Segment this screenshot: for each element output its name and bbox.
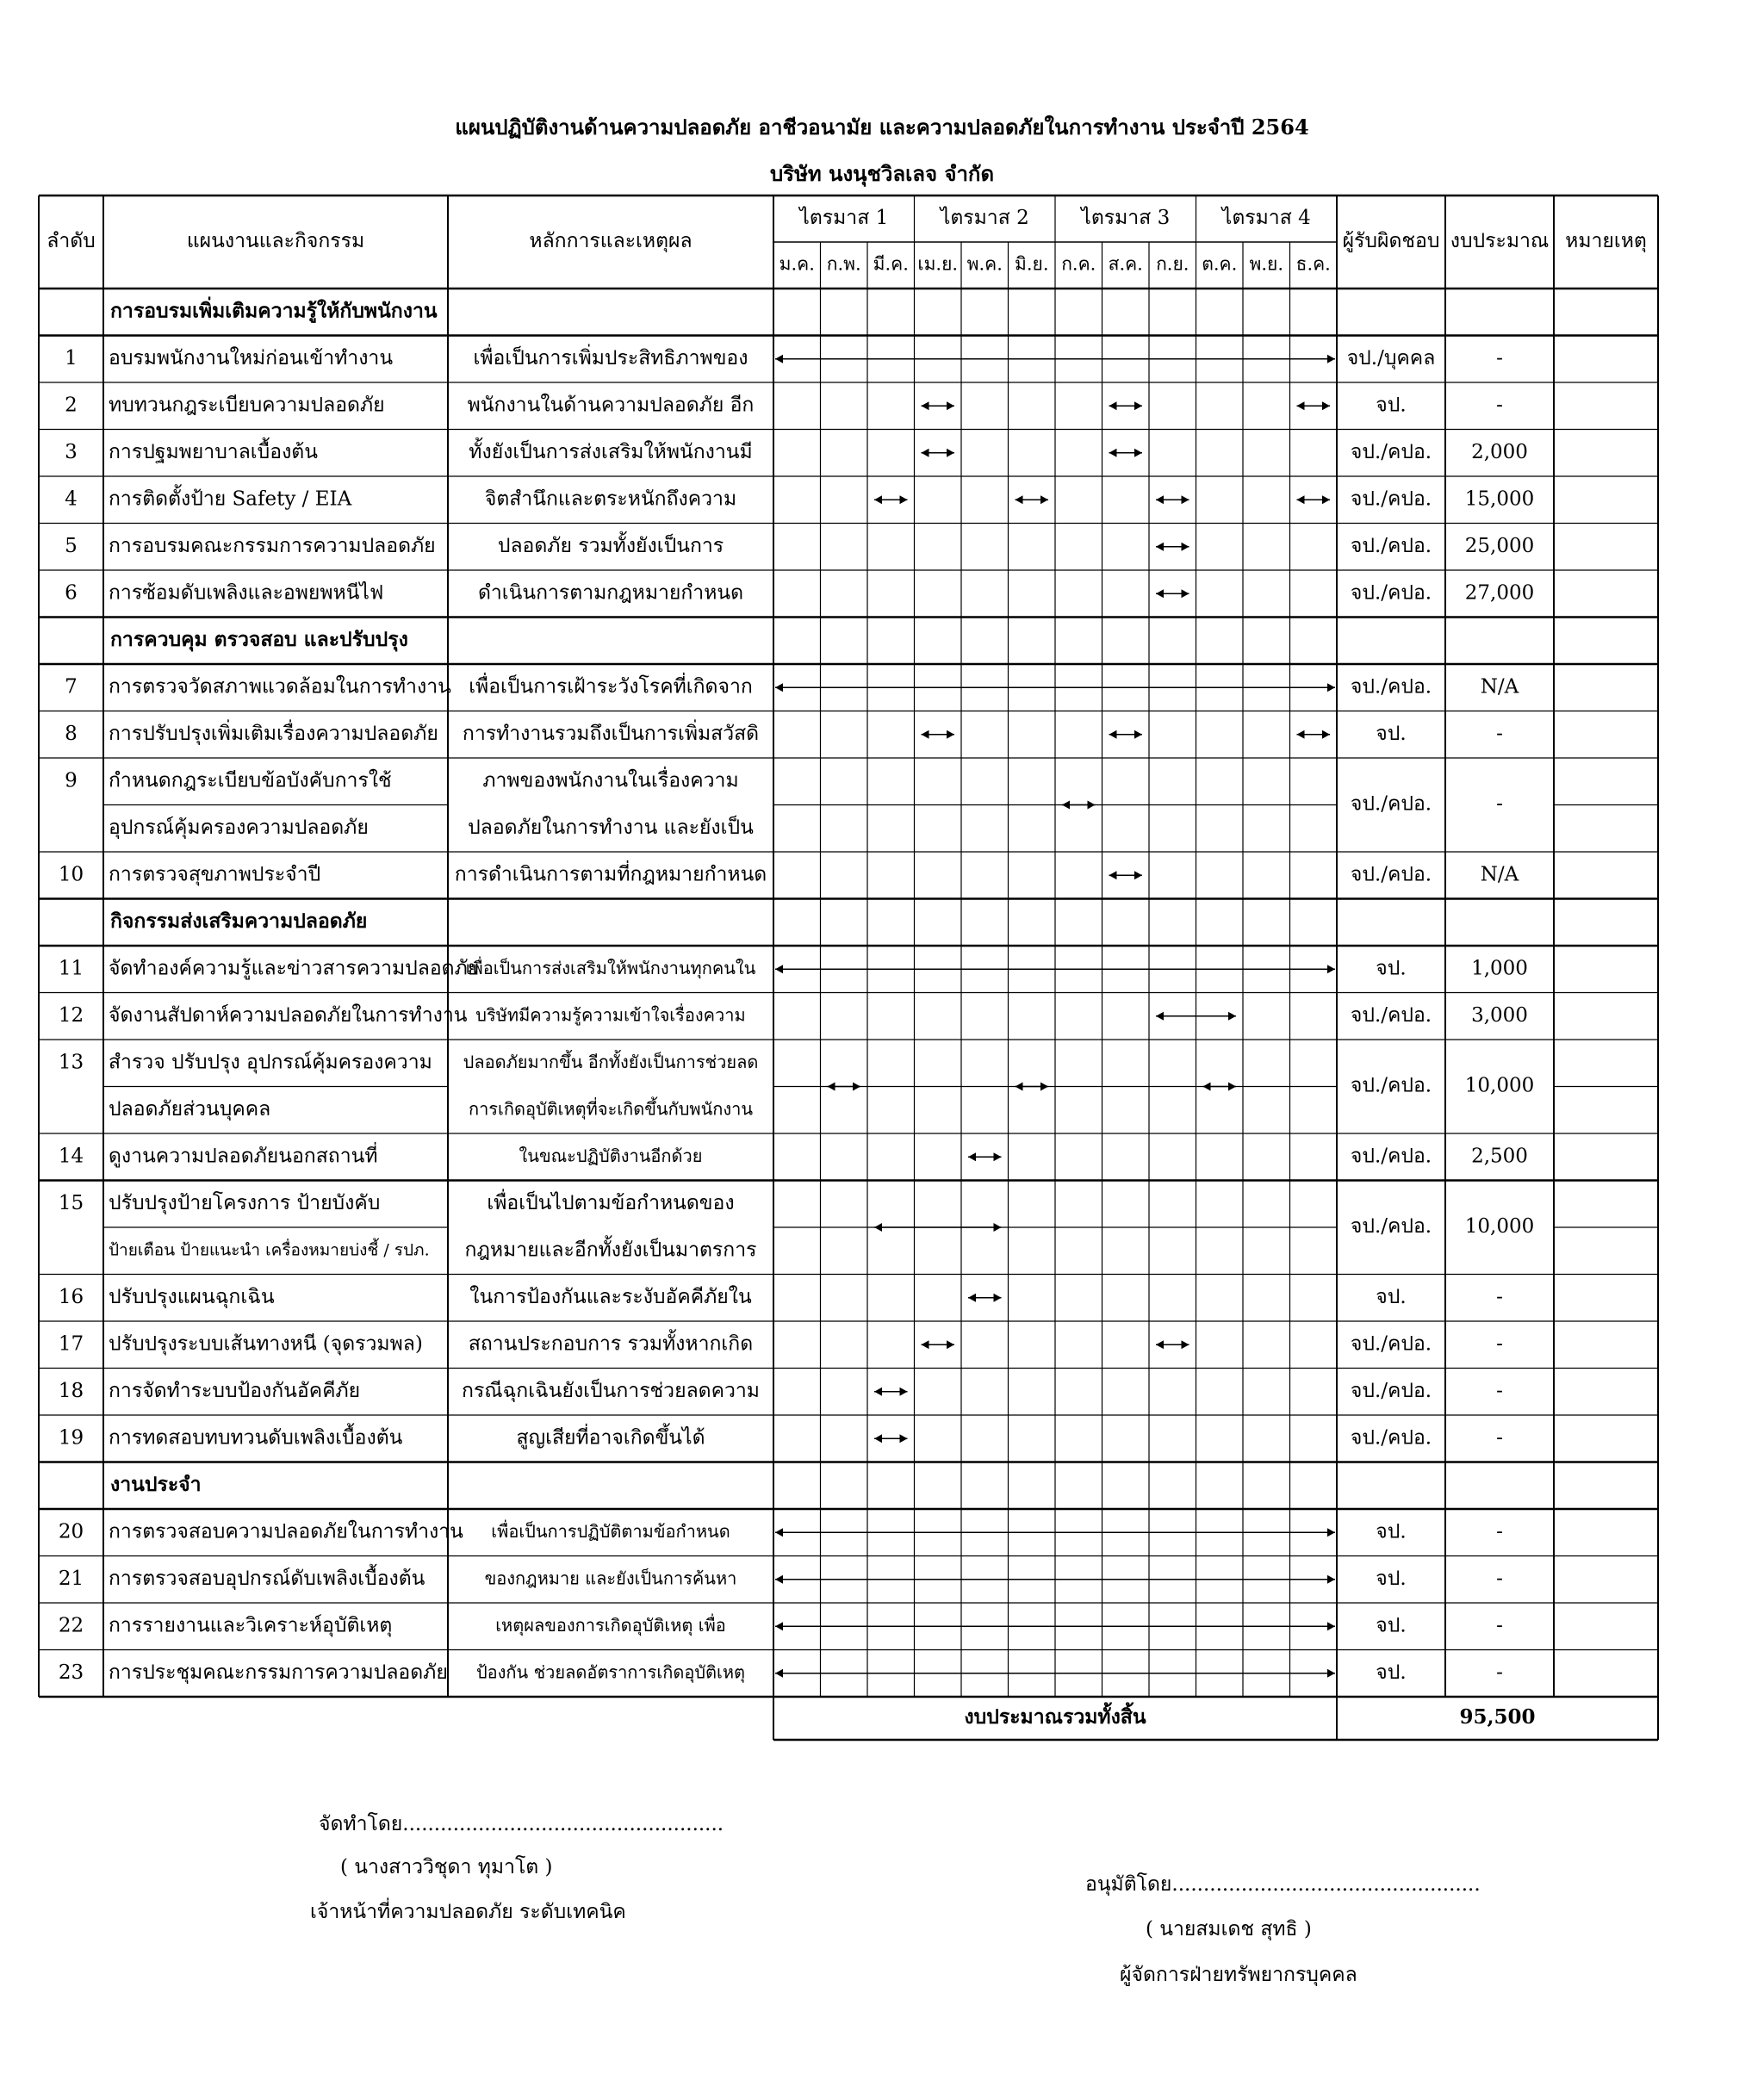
arrow-head xyxy=(947,449,954,457)
arrow-head xyxy=(1016,495,1023,504)
row-number: 4 xyxy=(65,487,78,511)
header-quarter: ไตรมาส 3 xyxy=(1081,207,1171,229)
reason-text: ปลอดภัย รวมทั้งยังเป็นการ xyxy=(497,534,724,557)
row-number: 19 xyxy=(58,1426,84,1450)
header-month: ก.ย. xyxy=(1156,253,1189,275)
arrow-head xyxy=(922,401,929,410)
owner-cell: จป./คปอ. xyxy=(1350,1215,1432,1238)
header-month: พ.ค. xyxy=(966,253,1003,275)
budget-cell: - xyxy=(1496,722,1503,745)
row-number: 13 xyxy=(58,1051,84,1074)
arrow-head xyxy=(1327,965,1335,973)
row-number: 17 xyxy=(58,1332,84,1356)
budget-cell: - xyxy=(1496,1332,1503,1356)
arrow-head xyxy=(1182,543,1189,551)
budget-cell: 2,000 xyxy=(1471,440,1528,463)
total-label: งบประมาณรวมทั้งสิ้น xyxy=(964,1705,1146,1729)
arrow-head xyxy=(1297,495,1305,504)
budget-cell: 3,000 xyxy=(1471,1003,1528,1027)
reason-text: กฎหมายและอีกทั้งยังเป็นมาตรการ xyxy=(464,1239,757,1262)
arrow-head xyxy=(1322,401,1330,410)
budget-cell: - xyxy=(1496,1426,1503,1450)
budget-cell: 15,000 xyxy=(1464,487,1535,511)
reason-text: เพื่อเป็นการเพิ่มประสิทธิภาพของ xyxy=(473,346,748,369)
owner-cell: จป./คปอ. xyxy=(1350,487,1432,511)
arrow-head xyxy=(874,495,882,504)
activity-label: จัดงานสัปดาห์ความปลอดภัยในการทำงาน xyxy=(109,1003,468,1027)
budget-cell: - xyxy=(1496,1661,1503,1684)
arrow-head xyxy=(853,1083,860,1091)
arrow-head xyxy=(775,1528,783,1537)
activity-label: การตรวจวัดสภาพแวดล้อมในการทำงาน xyxy=(109,675,451,699)
activity-label: จัดทำองค์ความรู้และข่าวสารความปลอดภัย xyxy=(109,957,480,980)
reason-text: เหตุผลของการเกิดอุบัติเหตุ เพื่อ xyxy=(495,1614,726,1636)
arrow-head xyxy=(1182,495,1189,504)
activity-label: การประชุมคณะกรรมการความปลอดภัย xyxy=(109,1661,448,1684)
arrow-head xyxy=(1327,1622,1335,1630)
header-month: มิ.ย. xyxy=(1015,253,1049,275)
document-title: แผนปฏิบัติงานด้านความปลอดภัย อาชีวอนามัย และความปลอดภัยในการทำงาน ประจำปี 2564 xyxy=(455,115,1309,140)
activity-label: ดูงานความปลอดภัยนอกสถานที่ xyxy=(109,1145,378,1168)
activity-label: ปรับปรุงป้ายโครงการ ป้ายบังคับ xyxy=(109,1191,381,1214)
arrow-head xyxy=(775,1622,783,1630)
arrow-head xyxy=(947,730,954,739)
header-quarter: ไตรมาส 2 xyxy=(940,207,1029,229)
arrow-head xyxy=(775,683,783,692)
header-note: หมายเหตุ xyxy=(1565,230,1647,252)
arrow-head xyxy=(1134,449,1142,457)
reason-text: ในการป้องกันและระงับอัคคีภัยใน xyxy=(469,1285,752,1308)
owner-cell: จป./คปอ. xyxy=(1350,1379,1432,1402)
arrow-head xyxy=(994,1152,1002,1161)
budget-cell: N/A xyxy=(1480,863,1519,886)
arrow-head xyxy=(1228,1012,1236,1021)
prepared-by-line: จัดทำโดย................................................... xyxy=(319,1813,724,1835)
approved-by-line: อนุมัติโดย................................................. xyxy=(1085,1873,1481,1896)
arrow-head xyxy=(828,1083,835,1091)
header-month: เม.ย. xyxy=(917,253,959,275)
arrow-head xyxy=(1016,1083,1023,1091)
reason-text: กรณีฉุกเฉินยังเป็นการช่วยลดความ xyxy=(462,1379,760,1402)
arrow-head xyxy=(1156,1012,1164,1021)
row-number: 9 xyxy=(65,769,78,792)
reason-text: พนักงานในด้านความปลอดภัย อีก xyxy=(467,394,755,417)
header-month: ต.ค. xyxy=(1202,253,1238,275)
owner-cell: จป. xyxy=(1376,1614,1407,1637)
arrow-head xyxy=(922,730,929,739)
header-month: ธ.ค. xyxy=(1295,253,1331,275)
row-number: 20 xyxy=(58,1520,84,1543)
row-number: 3 xyxy=(65,440,78,463)
company-name: บริษัท นงนุชวิลเลจ จำกัด xyxy=(769,161,995,186)
reason-text: เพื่อเป็นไปตามข้อกำหนดของ xyxy=(487,1191,735,1214)
row-number: 22 xyxy=(58,1614,84,1637)
owner-cell: จป./คปอ. xyxy=(1350,1074,1432,1097)
arrow-head xyxy=(874,1388,882,1396)
row-number: 1 xyxy=(65,346,78,369)
reason-text: สถานประกอบการ รวมทั้งหากเกิด xyxy=(468,1332,754,1356)
reason-text: การเกิดอุบัติเหตุที่จะเกิดขึ้นกับพนักงาน xyxy=(468,1098,754,1120)
budget-cell: 10,000 xyxy=(1464,1074,1535,1097)
arrow-head xyxy=(874,1434,882,1443)
reason-text: ดำเนินการตามกฎหมายกำหนด xyxy=(477,581,744,605)
arrow-head xyxy=(1156,495,1164,504)
header-budget: งบประมาณ xyxy=(1450,230,1550,252)
arrow-head xyxy=(1327,1669,1335,1678)
reason-text: ของกฎหมาย และยังเป็นการค้นหา xyxy=(484,1568,737,1589)
activity-label: กำหนดกฎระเบียบข้อบังคับการใช้ xyxy=(109,769,392,792)
row-number: 7 xyxy=(65,675,78,699)
reason-text: ทั้งยังเป็นการส่งเสริมให้พนักงานมี xyxy=(469,440,753,463)
row-number: 12 xyxy=(58,1003,84,1027)
owner-cell: จป./คปอ. xyxy=(1350,534,1432,557)
reason-text: ป้องกัน ช่วยลดอัตราการเกิดอุบัติเหตุ xyxy=(475,1661,746,1683)
budget-cell: - xyxy=(1496,1614,1503,1637)
section-title: งานประจำ xyxy=(110,1472,202,1496)
arrow-head xyxy=(775,355,783,363)
budget-cell: 10,000 xyxy=(1464,1215,1535,1238)
arrow-head xyxy=(1134,401,1142,410)
arrow-head xyxy=(1327,1528,1335,1537)
owner-cell: จป./คปอ. xyxy=(1350,581,1432,605)
prepared-by-name: ( นางสาววิชุดา ทุมาโต ) xyxy=(340,1856,553,1878)
row-number: 15 xyxy=(58,1191,84,1214)
budget-cell: - xyxy=(1496,1285,1503,1308)
header-no: ลำดับ xyxy=(47,230,96,252)
arrow-head xyxy=(1322,730,1330,739)
arrow-head xyxy=(947,401,954,410)
activity-label: การจัดทำระบบป้องกันอัคคีภัย xyxy=(109,1379,361,1402)
arrow-head xyxy=(1134,730,1142,739)
arrow-head xyxy=(922,1340,929,1349)
header-quarter: ไตรมาส 1 xyxy=(799,207,889,229)
owner-cell: จป./คปอ. xyxy=(1350,1332,1432,1356)
activity-label: การปฐมพยาบาลเบื้องต้น xyxy=(109,440,318,463)
arrow-head xyxy=(1228,1083,1236,1091)
approved-by-name: ( นายสมเดช สุทธิ ) xyxy=(1146,1918,1312,1940)
reason-text: สูญเสียที่อาจเกิดขึ้นได้ xyxy=(516,1426,705,1450)
row-number: 5 xyxy=(65,534,78,557)
reason-text: เพื่อเป็นการส่งเสริมให้พนักงานทุกคนใน xyxy=(465,957,756,978)
arrow-head xyxy=(994,1294,1002,1302)
arrow-head xyxy=(1109,730,1117,739)
activity-label: การตรวจสอบความปลอดภัยในการทำงาน xyxy=(109,1520,463,1543)
reason-text: บริษัทมีความรู้ความเข้าใจเรื่องความ xyxy=(475,1004,746,1026)
arrow-head xyxy=(874,1223,882,1232)
safety-plan-table xyxy=(39,196,1667,1729)
arrow-head xyxy=(1322,495,1330,504)
arrow-head xyxy=(1040,1083,1048,1091)
activity-label: สำรวจ ปรับปรุง อุปกรณ์คุ้มครองความ xyxy=(109,1051,432,1074)
header-owner: ผู้รับผิดชอบ xyxy=(1342,230,1440,252)
reason-text: เพื่อเป็นการเฝ้าระวังโรคที่เกิดจาก xyxy=(469,675,753,699)
activity-label: การตรวจสอบอุปกรณ์ดับเพลิงเบื้องต้น xyxy=(109,1567,425,1590)
owner-cell: จป. xyxy=(1376,1567,1407,1590)
prepared-by-title: เจ้าหน้าที่ความปลอดภัย ระดับเทคนิค xyxy=(310,1901,626,1923)
header-month: ส.ค. xyxy=(1108,253,1143,275)
budget-cell: - xyxy=(1496,792,1503,816)
row-number: 8 xyxy=(65,722,78,745)
activity-label: การรายงานและวิเคราะห์อุบัติเหตุ xyxy=(109,1614,393,1637)
arrow-head xyxy=(1109,401,1117,410)
arrow-head xyxy=(1327,1575,1335,1584)
arrow-head xyxy=(994,1223,1002,1232)
owner-cell: จป./บุคคล xyxy=(1346,346,1436,369)
budget-cell: 27,000 xyxy=(1464,581,1535,605)
reason-text: ปลอดภัยในการทำงาน และยังเป็น xyxy=(468,816,754,839)
activity-label: การติดตั้งป้าย Safety / EIA xyxy=(109,487,352,511)
budget-cell: - xyxy=(1496,346,1503,369)
owner-cell: จป./คปอ. xyxy=(1350,1145,1432,1168)
row-number: 21 xyxy=(58,1567,84,1590)
budget-cell: - xyxy=(1496,1520,1503,1543)
activity-label: การตรวจสุขภาพประจำปี xyxy=(109,863,321,886)
activity-label: การซ้อมดับเพลิงและอพยพหนีไฟ xyxy=(109,581,384,605)
arrow-head xyxy=(1327,355,1335,363)
arrow-head xyxy=(947,1340,954,1349)
section-title: การอบรมเพิ่มเติมความรู้ให้กับพนักงาน xyxy=(110,299,438,323)
approved-by-title: ผู้จัดการฝ่ายทรัพยากรบุคคล xyxy=(1120,1964,1357,1986)
row-number: 14 xyxy=(58,1145,84,1168)
section-title: กิจกรรมส่งเสริมความปลอดภัย xyxy=(110,909,368,933)
header-month: ม.ค. xyxy=(779,253,815,275)
activity-label: การปรับปรุงเพิ่มเติมเรื่องความปลอดภัย xyxy=(109,722,438,745)
activity-label: ป้ายเตือน ป้ายแนะนำ เครื่องหมายบ่งชี้ / รปภ. xyxy=(109,1240,430,1260)
arrow-head xyxy=(1297,401,1305,410)
arrow-head xyxy=(1182,1340,1189,1349)
arrow-head xyxy=(922,449,929,457)
activity-label: การทดสอบทบทวนดับเพลิงเบื้องต้น xyxy=(109,1426,403,1450)
header-month: มี.ค. xyxy=(873,253,909,275)
owner-cell: จป./คปอ. xyxy=(1350,863,1432,886)
row-number: 10 xyxy=(58,863,84,886)
activity-label: ปรับปรุงแผนฉุกเฉิน xyxy=(109,1285,275,1308)
arrow-head xyxy=(1203,1083,1211,1091)
arrow-head xyxy=(968,1294,976,1302)
row-number: 23 xyxy=(58,1661,84,1684)
owner-cell: จป./คปอ. xyxy=(1350,1003,1432,1027)
row-number: 16 xyxy=(58,1285,84,1308)
row-number: 6 xyxy=(65,581,78,605)
budget-cell: - xyxy=(1496,1567,1503,1590)
owner-cell: จป. xyxy=(1376,722,1407,745)
arrow-head xyxy=(1062,801,1070,810)
arrow-head xyxy=(1327,683,1335,692)
owner-cell: จป./คปอ. xyxy=(1350,440,1432,463)
activity-label: ปลอดภัยส่วนบุคคล xyxy=(109,1097,271,1121)
arrow-head xyxy=(1109,871,1117,879)
arrow-head xyxy=(775,1575,783,1584)
arrow-head xyxy=(1297,730,1305,739)
owner-cell: จป. xyxy=(1376,394,1407,417)
owner-cell: จป./คปอ. xyxy=(1350,675,1432,699)
reason-text: จิตสำนึกและตระหนักถึงความ xyxy=(484,487,737,511)
arrow-head xyxy=(1156,589,1164,598)
activity-label: ทบทวนกฎระเบียบความปลอดภัย xyxy=(109,394,385,417)
arrow-head xyxy=(775,1669,783,1678)
row-number: 11 xyxy=(58,957,84,980)
arrow-head xyxy=(1182,589,1189,598)
section-title: การควบคุม ตรวจสอบ และปรับปรุง xyxy=(110,627,408,651)
activity-label: ปรับปรุงระบบเส้นทางหนี (จุดรวมพล) xyxy=(109,1332,423,1356)
arrow-head xyxy=(1088,801,1096,810)
owner-cell: จป. xyxy=(1376,1285,1407,1308)
activity-label: การอบรมคณะกรรมการความปลอดภัย xyxy=(109,534,436,557)
arrow-head xyxy=(1040,495,1048,504)
row-number: 2 xyxy=(65,394,78,417)
arrow-head xyxy=(900,1434,908,1443)
arrow-head xyxy=(968,1152,976,1161)
owner-cell: จป. xyxy=(1376,1661,1407,1684)
reason-text: เพื่อเป็นการปฏิบัติตามข้อกำหนด xyxy=(491,1520,730,1542)
owner-cell: จป./คปอ. xyxy=(1350,1426,1432,1450)
reason-text: ปลอดภัยมากขึ้น อีกทั้งยังเป็นการช่วยลด xyxy=(463,1051,759,1072)
owner-cell: จป./คปอ. xyxy=(1350,792,1432,816)
budget-cell: 2,500 xyxy=(1471,1145,1528,1168)
arrow-head xyxy=(900,1388,908,1396)
budget-cell: N/A xyxy=(1480,675,1519,699)
budget-cell: 1,000 xyxy=(1471,957,1528,980)
header-month: ก.พ. xyxy=(826,253,861,275)
activity-label: อบรมพนักงานใหม่ก่อนเข้าทำงาน xyxy=(109,346,394,369)
arrow-head xyxy=(775,965,783,973)
activity-label: อุปกรณ์คุ้มครองความปลอดภัย xyxy=(109,816,369,839)
reason-text: ภาพของพนักงานในเรื่องความ xyxy=(482,769,739,792)
total-value: 95,500 xyxy=(1459,1705,1536,1729)
reason-text: การทำงานรวมถึงเป็นการเพิ่มสวัสดิ xyxy=(462,722,760,745)
reason-text: ในขณะปฏิบัติงานอีกด้วย xyxy=(519,1145,703,1166)
header-reason: หลักการและเหตุผล xyxy=(529,230,693,252)
budget-cell: 25,000 xyxy=(1464,534,1535,557)
budget-cell: - xyxy=(1496,1379,1503,1402)
reason-text: การดำเนินการตามที่กฎหมายกำหนด xyxy=(454,863,767,886)
arrow-head xyxy=(1134,871,1142,879)
owner-cell: จป. xyxy=(1376,1520,1407,1543)
header-plan: แผนงานและกิจกรรม xyxy=(186,230,365,252)
arrow-head xyxy=(1156,1340,1164,1349)
header-month: ก.ค. xyxy=(1061,253,1096,275)
arrow-head xyxy=(900,495,908,504)
arrow-head xyxy=(1109,449,1117,457)
header-quarter: ไตรมาส 4 xyxy=(1221,207,1311,229)
arrow-head xyxy=(1156,543,1164,551)
header-month: พ.ย. xyxy=(1249,253,1283,275)
row-number: 18 xyxy=(58,1379,84,1402)
budget-cell: - xyxy=(1496,394,1503,417)
owner-cell: จป. xyxy=(1376,957,1407,980)
